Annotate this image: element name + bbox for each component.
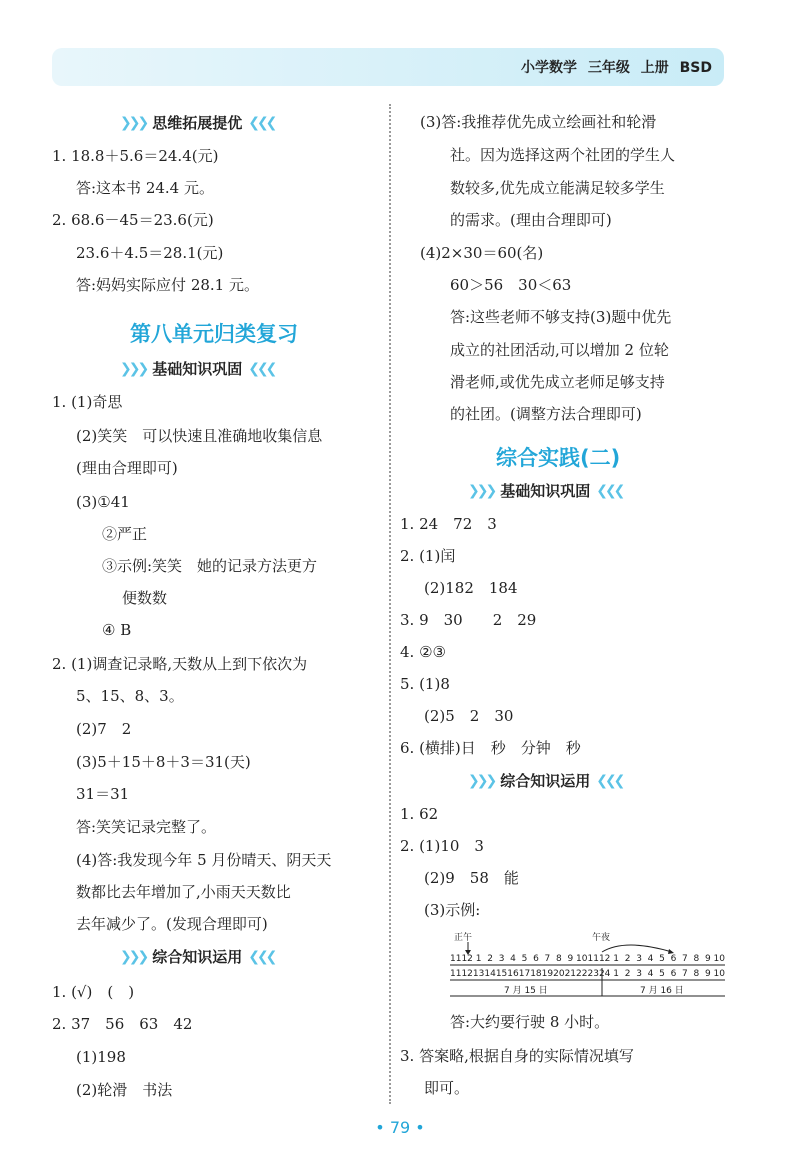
unit-title: 综合实践(二) bbox=[496, 446, 621, 470]
answer-line: 2. (1)调查记录略,天数从上到下依次为 bbox=[52, 655, 308, 673]
header-edition: BSD bbox=[679, 60, 712, 76]
noon-label: 正午 bbox=[454, 933, 473, 943]
timeline-hour: 14 bbox=[484, 969, 496, 979]
timeline-hour: 6 bbox=[670, 969, 677, 979]
answer-line: 答:妈妈实际应付 28.1 元。 bbox=[76, 276, 259, 294]
answer-line: (2)笑笑 可以快速且准确地收集信息 bbox=[76, 427, 323, 445]
header-subject: 小学数学 bbox=[521, 60, 577, 76]
answer-line: 2. (1)10 3 bbox=[400, 837, 484, 855]
answer-line: 5. (1)8 bbox=[400, 675, 450, 693]
timeline-hour: 3 bbox=[636, 954, 642, 964]
answer-line: (4)2×30＝60(名) bbox=[420, 244, 544, 262]
chevron-left-icon: ❮❮❮ bbox=[248, 114, 275, 131]
timeline-hour: 6 bbox=[533, 954, 539, 964]
section-label: 思维拓展提优 bbox=[152, 114, 243, 132]
timeline-hour: 12 bbox=[598, 954, 611, 964]
timeline-hour: 1 bbox=[613, 969, 619, 979]
answer-line: 答:这本书 24.4 元。 bbox=[76, 179, 214, 197]
section-heading bbox=[468, 770, 622, 791]
timeline-hour: 16 bbox=[507, 969, 519, 979]
timeline-hour: 8 bbox=[693, 954, 700, 964]
answer-line: 的需求。(理由合理即可) bbox=[450, 211, 612, 229]
date-label-1: 7 月 15 日 bbox=[504, 986, 548, 996]
answer-line: 1. 62 bbox=[400, 805, 439, 823]
answer-line: 数较多,优先成立能满足较多学生 bbox=[450, 179, 665, 197]
answer-line: (2)9 58 能 bbox=[424, 869, 519, 887]
timeline-hour: 4 bbox=[647, 954, 654, 964]
timeline-hour: 5 bbox=[659, 954, 665, 964]
timeline-diagram bbox=[450, 930, 725, 1000]
timeline-hour: 10 bbox=[713, 954, 725, 964]
timeline-hour: 13 bbox=[472, 969, 485, 979]
date-label-2: 7 月 16 日 bbox=[640, 986, 684, 996]
answer-line: (2)轮滑 书法 bbox=[76, 1081, 173, 1099]
section-heading bbox=[468, 480, 622, 501]
section-heading bbox=[120, 946, 274, 967]
column-divider bbox=[389, 104, 391, 1104]
timeline-hour: 5 bbox=[659, 969, 665, 979]
answer-line: 1. 24 72 3 bbox=[400, 515, 497, 533]
chevron-right-icon: ❯❯❯ bbox=[468, 772, 495, 789]
answer-line: 1. (√) ( ) bbox=[52, 983, 135, 1001]
answer-line: 答:这些老师不够支持(3)题中优先 bbox=[450, 308, 672, 326]
timeline-hour: 2 bbox=[487, 954, 493, 964]
chevron-right-icon: ❯❯❯ bbox=[468, 482, 495, 499]
timeline-hour: 7 bbox=[682, 954, 688, 964]
answer-line: 3. 9 30 2 29 bbox=[400, 611, 537, 629]
answer-line: (2)7 2 bbox=[76, 720, 132, 738]
section-label: 基础知识巩固 bbox=[152, 360, 243, 378]
timeline-hour: 2 bbox=[624, 954, 631, 964]
timeline-hour: 21 bbox=[564, 969, 577, 979]
answer-line: (4)答:我发现今年 5 月份晴天、阴天天 bbox=[76, 851, 332, 869]
answer-line: 60＞56 30＜63 bbox=[450, 276, 572, 294]
timeline-hour: 18 bbox=[530, 969, 542, 979]
section-heading bbox=[120, 112, 274, 133]
timeline-top-row bbox=[450, 954, 725, 965]
timeline-hour: 7 bbox=[544, 954, 551, 964]
answer-line: ③示例:笑笑 她的记录方法更方 bbox=[102, 557, 318, 575]
timeline-hour: 24 bbox=[598, 969, 611, 979]
timeline-hour: 3 bbox=[498, 954, 505, 964]
answer-line: 5、15、8、3。 bbox=[76, 687, 184, 705]
answer-line: 3. 答案略,根据自身的实际情况填写 bbox=[400, 1047, 634, 1065]
timeline-hour: 19 bbox=[541, 969, 554, 979]
chevron-right-icon: ❯❯❯ bbox=[120, 948, 147, 965]
timeline-hour: 1 bbox=[475, 954, 482, 964]
answer-line: 去年减少了。(发现合理即可) bbox=[76, 915, 268, 933]
section-label: 综合知识运用 bbox=[500, 772, 591, 790]
chevron-left-icon: ❮❮❮ bbox=[248, 948, 275, 965]
timeline-hour: 4 bbox=[647, 969, 654, 979]
timeline-hour: 20 bbox=[553, 969, 565, 979]
header-volume: 上册 bbox=[640, 60, 669, 76]
answer-line: (3)示例: bbox=[424, 901, 481, 919]
answer-line: (2)5 2 30 bbox=[424, 707, 514, 725]
timeline-hour: 7 bbox=[682, 969, 688, 979]
answer-line: 1. (1)奇思 bbox=[52, 393, 123, 411]
section-label: 基础知识巩固 bbox=[500, 482, 591, 500]
answer-line: 成立的社团活动,可以增加 2 位轮 bbox=[450, 341, 669, 359]
section-heading bbox=[120, 358, 274, 379]
timeline-hour: 11 bbox=[450, 954, 462, 964]
chevron-left-icon: ❮❮❮ bbox=[596, 482, 623, 499]
answer-line: 2. 68.6－45＝23.6(元) bbox=[52, 211, 214, 229]
answer-line: 便数数 bbox=[122, 589, 168, 607]
chevron-left-icon: ❮❮❮ bbox=[248, 360, 275, 377]
answer-line: 2. 37 56 63 42 bbox=[52, 1015, 193, 1033]
answer-line: 2. (1)闰 bbox=[400, 547, 456, 565]
timeline-hour: 9 bbox=[704, 969, 711, 979]
answer-line: ④ B bbox=[102, 621, 132, 639]
answer-line: (理由合理即可) bbox=[76, 459, 178, 477]
chevron-right-icon: ❯❯❯ bbox=[120, 360, 147, 377]
timeline-hour: 10 bbox=[713, 969, 725, 979]
page-header bbox=[52, 48, 724, 86]
answer-line: 1. 18.8＋5.6＝24.4(元) bbox=[52, 147, 219, 165]
timeline-hour: 8 bbox=[693, 969, 700, 979]
timeline-hour: 5 bbox=[521, 954, 528, 964]
timeline-hour: 1 bbox=[613, 954, 619, 964]
timeline-hour: 6 bbox=[670, 954, 677, 964]
answer-line: 滑老师,或优先成立老师足够支持 bbox=[450, 373, 665, 391]
header-grade: 三年级 bbox=[587, 60, 630, 76]
timeline-hour: 23 bbox=[587, 969, 599, 979]
timeline-hour: 4 bbox=[510, 954, 516, 964]
timeline-hour: 8 bbox=[555, 954, 562, 964]
unit-title: 第八单元归类复习 bbox=[130, 322, 298, 346]
timeline-hour: 11 bbox=[450, 969, 462, 979]
timeline-hour: 2 bbox=[624, 969, 631, 979]
timeline-hour: 10 bbox=[576, 954, 588, 964]
answer-line: 即可。 bbox=[424, 1079, 470, 1097]
timeline-hour: 12 bbox=[461, 954, 473, 964]
answer-line: 23.6＋4.5＝28.1(元) bbox=[76, 244, 224, 262]
timeline-hour: 11 bbox=[587, 954, 599, 964]
answer-line: (3)答:我推荐优先成立绘画社和轮滑 bbox=[420, 113, 657, 131]
chevron-left-icon: ❮❮❮ bbox=[596, 772, 623, 789]
answer-line: 4. ②③ bbox=[400, 643, 446, 661]
timeline-hour: 12 bbox=[461, 969, 473, 979]
timeline-hour: 22 bbox=[576, 969, 588, 979]
answer-line: 答:笑笑记录完整了。 bbox=[76, 818, 217, 836]
answer-line: 的社团。(调整方法合理即可) bbox=[450, 405, 642, 423]
answer-line: 31＝31 bbox=[76, 785, 130, 803]
timeline-hour: 15 bbox=[495, 969, 508, 979]
answer-line: (3)①41 bbox=[76, 493, 130, 511]
answer-line: (1)198 bbox=[76, 1048, 126, 1066]
answer-line: (3)5＋15＋8＋3＝31(天) bbox=[76, 753, 251, 771]
header-text bbox=[521, 57, 712, 77]
page-number: • 79 • bbox=[375, 1118, 425, 1137]
timeline-hour: 3 bbox=[636, 969, 642, 979]
midnight-label: 午夜 bbox=[592, 933, 611, 943]
answer-line: 数都比去年增加了,小雨天天数比 bbox=[76, 883, 291, 901]
timeline-hour: 9 bbox=[567, 954, 574, 964]
answer-line: ②严正 bbox=[102, 525, 148, 543]
chevron-right-icon: ❯❯❯ bbox=[120, 114, 147, 131]
answer-line: 6. (横排)日 秒 分钟 秒 bbox=[400, 739, 581, 757]
timeline-bottom-row bbox=[450, 969, 725, 980]
section-label: 综合知识运用 bbox=[152, 948, 243, 966]
answer-line: 社。因为选择这两个社团的学生人 bbox=[450, 146, 676, 164]
timeline-hour: 17 bbox=[518, 969, 531, 979]
answer-line: (2)182 184 bbox=[424, 579, 518, 597]
answer-line: 答:大约要行驶 8 小时。 bbox=[450, 1013, 610, 1031]
timeline-hour: 9 bbox=[704, 954, 711, 964]
